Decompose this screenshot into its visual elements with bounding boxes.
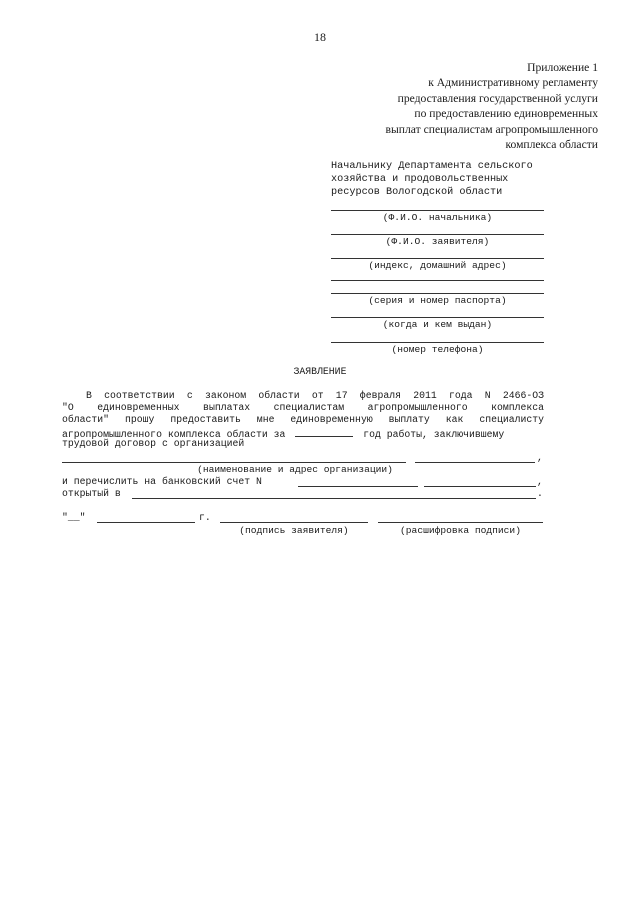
account-line <box>298 486 418 487</box>
appendix-line: выплат специалистам агропромышленного <box>385 122 598 136</box>
issued-caption: (когда и кем выдан) <box>382 319 493 330</box>
transfer-text: и перечислить на банковский счет N <box>62 476 262 487</box>
chief-name-line <box>331 210 544 211</box>
addressee-line: ресурсов Вологодской области <box>331 187 503 198</box>
addressee-line: хозяйства и продовольственных <box>331 174 509 185</box>
applicant-name-line <box>331 234 544 235</box>
organization-caption: (наименование и адрес организации) <box>197 464 393 475</box>
signature-caption: (подпись заявителя) <box>239 525 349 536</box>
body-line-1: В соответствии с законом области от 17 февраля 2011 года N 2466-ОЗ <box>86 390 544 401</box>
issued-line <box>331 317 544 318</box>
addressee <box>331 160 591 199</box>
bank-line <box>132 498 536 499</box>
address-caption: (индекс, домашний адрес) <box>368 260 507 271</box>
applicant-name-caption: (Ф.И.О. заявителя) <box>385 236 490 247</box>
organization-line-2 <box>415 462 535 463</box>
opened-text: открытый в <box>62 488 121 499</box>
address-line <box>331 258 544 259</box>
body-line-4-end: год работы, заключившему <box>363 429 505 440</box>
addressee-line: Начальнику Департамента сельского <box>331 161 533 172</box>
body-line-2: "О единовременных выплатах специалистам агропромышленного комплекса <box>62 402 544 413</box>
date-line <box>97 522 195 523</box>
years-blank <box>295 426 353 437</box>
phone-line <box>331 342 544 343</box>
decode-caption: (расшифровка подписи) <box>400 525 521 536</box>
body-line-4-start: агропромышленного комплекса области за <box>62 429 286 440</box>
signature-line <box>220 522 368 523</box>
appendix-header <box>298 60 598 152</box>
document-title: ЗАЯВЛЕНИЕ <box>293 366 347 377</box>
decode-line <box>378 522 543 523</box>
appendix-line: комплекса области <box>505 138 598 152</box>
appendix-line: предоставления государственной услуги <box>397 91 598 105</box>
passport-caption: (серия и номер паспорта) <box>368 295 507 306</box>
chief-name-caption: (Ф.И.О. начальника) <box>382 212 493 223</box>
date-quote: "__" <box>62 512 86 523</box>
year-suffix: г. <box>199 512 211 523</box>
account-line-2 <box>424 486 536 487</box>
appendix-line: по предоставлению единовременных <box>414 107 598 121</box>
organization-line <box>62 462 406 463</box>
appendix-line: к Административному регламенту <box>428 76 598 90</box>
appendix-line: Приложение 1 <box>527 61 598 74</box>
page-number: 18 <box>314 30 326 44</box>
phone-caption: (номер телефона) <box>391 344 484 355</box>
body-line-3: области" прошу предоставить мне единовременную выплату как специалисту <box>62 414 544 425</box>
passport-line <box>331 293 544 294</box>
body-line-5: трудовой договор с организацией <box>62 438 245 449</box>
address-line-2 <box>331 280 544 281</box>
